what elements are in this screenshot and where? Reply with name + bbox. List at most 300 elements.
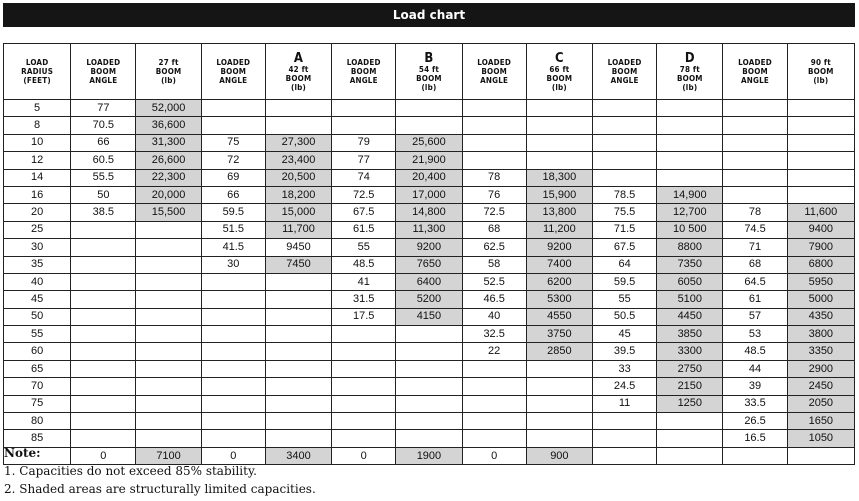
table-cell: 14,900: [657, 186, 723, 203]
table-cell: 32.5: [462, 326, 526, 343]
column-header-line: BOOM: [546, 73, 573, 83]
table-cell: [71, 239, 136, 256]
table-cell: [136, 378, 201, 395]
table-cell: 60: [4, 343, 71, 360]
table-cell: 9400: [787, 221, 854, 238]
table-cell: 65: [4, 360, 71, 377]
table-cell: 41.5: [201, 239, 265, 256]
table-cell: 1050: [787, 430, 854, 447]
table-cell: [265, 343, 331, 360]
table-cell: [332, 343, 396, 360]
table-cell: [201, 343, 265, 360]
table-cell: 6200: [526, 273, 592, 290]
table-row: [4, 186, 855, 203]
table-cell: [592, 152, 656, 169]
table-row: [4, 360, 855, 377]
table-cell: 55: [592, 291, 656, 308]
table-cell: [332, 326, 396, 343]
table-cell: [136, 413, 201, 430]
table-cell: 67.5: [592, 239, 656, 256]
column-header-line: BOOM: [807, 67, 834, 76]
column-header: [396, 44, 462, 100]
table-cell: [787, 134, 854, 151]
column-header-line: 78 ft: [679, 64, 700, 74]
column-header-line: (lb): [813, 76, 829, 85]
column-header-line: LOADED: [738, 58, 772, 67]
table-cell: 68: [462, 221, 526, 238]
table-cell: [462, 395, 526, 412]
table-cell: 6400: [396, 273, 462, 290]
table-cell: [526, 152, 592, 169]
column-header: [462, 44, 526, 100]
table-cell: [136, 360, 201, 377]
table-cell: 2050: [787, 395, 854, 412]
table-cell: [462, 360, 526, 377]
table-cell: [71, 378, 136, 395]
table-cell: 10: [4, 134, 71, 151]
table-cell: 14: [4, 169, 71, 186]
table-cell: 2900: [787, 360, 854, 377]
table-cell: [71, 413, 136, 430]
table-cell: 21,900: [396, 152, 462, 169]
table-cell: 15,500: [136, 204, 201, 221]
table-cell: 38.5: [71, 204, 136, 221]
table-cell: 77: [332, 152, 396, 169]
table-cell: [592, 134, 656, 151]
table-cell: [265, 378, 331, 395]
table-cell: 75.5: [592, 204, 656, 221]
table-cell: 3850: [657, 326, 723, 343]
table-cell: 45: [592, 326, 656, 343]
table-cell: 11,300: [396, 221, 462, 238]
table-cell: [136, 239, 201, 256]
table-cell: 78: [462, 169, 526, 186]
table-cell: 23,400: [265, 152, 331, 169]
column-header-line: BOOM: [285, 73, 312, 83]
table-row: [4, 395, 855, 412]
table-cell: [657, 117, 723, 134]
table-cell: 48.5: [723, 343, 787, 360]
table-cell: 17,000: [396, 186, 462, 203]
column-header-line: (lb): [682, 82, 698, 92]
table-cell: 5950: [787, 273, 854, 290]
table-cell: 61: [723, 291, 787, 308]
table-cell: 1250: [657, 395, 723, 412]
table-cell: [787, 447, 854, 464]
table-cell: 59.5: [201, 204, 265, 221]
table-cell: [136, 291, 201, 308]
table-cell: 30: [201, 256, 265, 273]
table-cell: 53: [723, 326, 787, 343]
table-cell: [723, 152, 787, 169]
table-cell: [723, 100, 787, 117]
table-cell: 15,000: [265, 204, 331, 221]
table-cell: 77: [71, 100, 136, 117]
table-cell: 13,800: [526, 204, 592, 221]
table-cell: 5200: [396, 291, 462, 308]
table-cell: [332, 100, 396, 117]
table-cell: 10 500: [657, 221, 723, 238]
table-cell: 12,700: [657, 204, 723, 221]
table-cell: [136, 308, 201, 325]
table-cell: [201, 378, 265, 395]
table-cell: [723, 186, 787, 203]
table-cell: 14,800: [396, 204, 462, 221]
table-cell: 7400: [526, 256, 592, 273]
table-cell: 3300: [657, 343, 723, 360]
table-row: [4, 134, 855, 151]
column-header-line: (lb): [551, 82, 567, 92]
note-item: 2. Shaded areas are structurally limited capacities.: [4, 482, 316, 496]
table-cell: 33: [592, 360, 656, 377]
table-cell: [265, 117, 331, 134]
table-cell: [526, 378, 592, 395]
table-cell: 31.5: [332, 291, 396, 308]
table-cell: 15,900: [526, 186, 592, 203]
table-cell: [332, 360, 396, 377]
table-cell: 60.5: [71, 152, 136, 169]
table-cell: [723, 169, 787, 186]
table-cell: 18,300: [526, 169, 592, 186]
table-cell: 25,600: [396, 134, 462, 151]
column-letter: A: [293, 50, 304, 66]
table-cell: 72.5: [462, 204, 526, 221]
table-cell: 17.5: [332, 308, 396, 325]
table-cell: 7650: [396, 256, 462, 273]
table-cell: [787, 169, 854, 186]
table-cell: [396, 413, 462, 430]
table-cell: 8: [4, 117, 71, 134]
table-cell: 6050: [657, 273, 723, 290]
table-cell: [462, 134, 526, 151]
table-cell: [332, 117, 396, 134]
table-cell: [136, 273, 201, 290]
table-cell: [462, 100, 526, 117]
table-row: [4, 152, 855, 169]
load-chart-table: [3, 43, 855, 465]
column-header: [201, 44, 265, 100]
column-letter: B: [424, 50, 434, 66]
column-header-line: BOOM: [155, 67, 182, 76]
table-cell: 74: [332, 169, 396, 186]
column-header-line: BOOM: [481, 67, 507, 76]
table-cell: [526, 117, 592, 134]
table-cell: [201, 273, 265, 290]
table-cell: 0: [71, 447, 136, 464]
column-header-line: LOADED: [477, 58, 512, 67]
table-cell: [265, 413, 331, 430]
table-cell: 69: [201, 169, 265, 186]
column-header-line: LOADED: [607, 58, 642, 67]
table-row: [4, 117, 855, 134]
table-cell: [396, 117, 462, 134]
table-cell: [462, 378, 526, 395]
column-header: [4, 44, 71, 100]
table-cell: 5: [4, 100, 71, 117]
table-cell: [71, 326, 136, 343]
table-row: [4, 239, 855, 256]
table-cell: 71: [723, 239, 787, 256]
table-cell: 64.5: [723, 273, 787, 290]
table-cell: [787, 100, 854, 117]
table-cell: [265, 273, 331, 290]
column-header-line: LOADED: [216, 58, 251, 67]
table-cell: 11,700: [265, 221, 331, 238]
column-header-line: 27 ft: [158, 58, 179, 67]
table-cell: 8800: [657, 239, 723, 256]
table-cell: [136, 326, 201, 343]
table-cell: [526, 100, 592, 117]
table-cell: [71, 256, 136, 273]
table-cell: 24.5: [592, 378, 656, 395]
table-cell: 40: [4, 273, 71, 290]
table-cell: 55: [332, 239, 396, 256]
column-header-line: LOAD: [25, 58, 49, 67]
table-cell: 2750: [657, 360, 723, 377]
table-cell: 2150: [657, 378, 723, 395]
table-cell: 68: [723, 256, 787, 273]
table-cell: 3750: [526, 326, 592, 343]
table-cell: 45: [4, 291, 71, 308]
table-cell: 67.5: [332, 204, 396, 221]
column-header-line: ANGLE: [610, 76, 639, 85]
table-cell: [136, 256, 201, 273]
table-cell: 2850: [526, 343, 592, 360]
table-cell: [723, 134, 787, 151]
note-item: 1. Capacities do not exceed 85% stability.: [4, 464, 257, 478]
table-cell: 70: [4, 378, 71, 395]
table-cell: [265, 308, 331, 325]
table-cell: 6800: [787, 256, 854, 273]
table-cell: [396, 100, 462, 117]
column-header-line: ANGLE: [219, 76, 248, 85]
table-cell: [201, 326, 265, 343]
table-cell: [462, 413, 526, 430]
table-cell: 31,300: [136, 134, 201, 151]
table-cell: 4450: [657, 308, 723, 325]
table-row: [4, 204, 855, 221]
table-cell: [71, 360, 136, 377]
table-cell: 11,600: [787, 204, 854, 221]
table-cell: [71, 291, 136, 308]
table-cell: 20,500: [265, 169, 331, 186]
column-header-line: BOOM: [90, 67, 117, 76]
column-header-line: LOADED: [346, 58, 381, 67]
table-cell: 59.5: [592, 273, 656, 290]
table-cell: 76: [462, 186, 526, 203]
column-header-line: BOOM: [220, 67, 247, 76]
table-cell: 9450: [265, 239, 331, 256]
table-cell: 40: [462, 308, 526, 325]
column-letter: D: [684, 50, 695, 66]
table-cell: 4350: [787, 308, 854, 325]
table-cell: 58: [462, 256, 526, 273]
table-cell: [396, 395, 462, 412]
table-cell: [201, 413, 265, 430]
table-cell: [462, 117, 526, 134]
table-cell: 20: [4, 204, 71, 221]
table-cell: [723, 117, 787, 134]
table-cell: [723, 447, 787, 464]
column-header-line: LOADED: [86, 58, 121, 67]
table-cell: [396, 326, 462, 343]
table-cell: 18,200: [265, 186, 331, 203]
table-cell: 72.5: [332, 186, 396, 203]
column-header-line: BOOM: [611, 67, 638, 76]
table-cell: 16.5: [723, 430, 787, 447]
table-cell: [526, 360, 592, 377]
table-cell: 50: [4, 308, 71, 325]
table-cell: 85: [4, 430, 71, 447]
column-header: [265, 44, 331, 100]
table-cell: 35: [4, 256, 71, 273]
table-cell: [265, 291, 331, 308]
table-cell: 66: [201, 186, 265, 203]
column-header-line: BOOM: [676, 73, 703, 83]
table-cell: [201, 360, 265, 377]
table-cell: 16: [4, 186, 71, 203]
table-cell: [265, 100, 331, 117]
table-row: [4, 343, 855, 360]
table-cell: [71, 395, 136, 412]
table-cell: 52.5: [462, 273, 526, 290]
table-cell: [657, 152, 723, 169]
table-row: [4, 256, 855, 273]
table-cell: [592, 117, 656, 134]
table-cell: 22,300: [136, 169, 201, 186]
column-header: [657, 44, 723, 100]
table-cell: [657, 413, 723, 430]
table-header: [4, 44, 855, 100]
table-cell: 39: [723, 378, 787, 395]
table-row: [4, 291, 855, 308]
table-cell: 3800: [787, 326, 854, 343]
table-cell: 3400: [265, 447, 331, 464]
table-cell: 51.5: [201, 221, 265, 238]
table-cell: 70.5: [71, 117, 136, 134]
table-cell: 11: [592, 395, 656, 412]
table-row: [4, 378, 855, 395]
table-body: [4, 100, 855, 465]
table-cell: 5300: [526, 291, 592, 308]
table-cell: [787, 186, 854, 203]
table-row: [4, 169, 855, 186]
table-row: [4, 100, 855, 117]
table-cell: 0: [462, 447, 526, 464]
table-cell: [787, 152, 854, 169]
table-cell: 26,600: [136, 152, 201, 169]
table-cell: [265, 360, 331, 377]
table-cell: 30: [4, 239, 71, 256]
table-cell: [136, 343, 201, 360]
table-cell: 74.5: [723, 221, 787, 238]
table-cell: [526, 395, 592, 412]
column-header-line: (lb): [161, 76, 177, 85]
table-cell: 33.5: [723, 395, 787, 412]
table-cell: 4550: [526, 308, 592, 325]
column-header-line: ANGLE: [480, 76, 509, 85]
table-cell: [201, 291, 265, 308]
table-cell: 48.5: [332, 256, 396, 273]
table-cell: 72: [201, 152, 265, 169]
table-cell: 64: [592, 256, 656, 273]
table-cell: 5100: [657, 291, 723, 308]
table-cell: [592, 169, 656, 186]
table-cell: [332, 378, 396, 395]
column-header: [71, 44, 136, 100]
table-cell: 11,200: [526, 221, 592, 238]
column-header: [592, 44, 656, 100]
table-cell: [657, 134, 723, 151]
notes-section: [4, 444, 704, 498]
table-cell: [201, 395, 265, 412]
column-header-line: BOOM: [350, 67, 377, 76]
table-cell: 9200: [396, 239, 462, 256]
column-header-line: RADIUS: [21, 67, 54, 76]
table-cell: [592, 100, 656, 117]
column-header-line: BOOM: [742, 67, 768, 76]
table-cell: 36,600: [136, 117, 201, 134]
table-cell: [787, 117, 854, 134]
table-cell: 2450: [787, 378, 854, 395]
table-cell: 27,300: [265, 134, 331, 151]
table-cell: [201, 117, 265, 134]
table-cell: [136, 221, 201, 238]
table-row: [4, 413, 855, 430]
column-header-line: 90 ft: [810, 58, 831, 67]
column-header-line: (lb): [421, 82, 437, 92]
table-cell: 79: [332, 134, 396, 151]
table-cell: 66: [71, 134, 136, 151]
table-cell: 3350: [787, 343, 854, 360]
column-header-line: 54 ft: [418, 64, 439, 74]
table-cell: 5000: [787, 291, 854, 308]
table-cell: [71, 308, 136, 325]
table-cell: 55: [4, 326, 71, 343]
table-cell: [526, 134, 592, 151]
column-header: [332, 44, 396, 100]
table-cell: [71, 343, 136, 360]
table-cell: 46.5: [462, 291, 526, 308]
table-cell: 4150: [396, 308, 462, 325]
table-cell: [71, 221, 136, 238]
table-cell: [396, 378, 462, 395]
table-cell: [396, 360, 462, 377]
table-cell: 0: [201, 447, 265, 464]
table-cell: [201, 308, 265, 325]
notes-heading: Note:: [4, 446, 41, 460]
table-cell: 25: [4, 221, 71, 238]
column-header: [136, 44, 201, 100]
table-cell: 78.5: [592, 186, 656, 203]
table-cell: 50: [71, 186, 136, 203]
table-cell: 7900: [787, 239, 854, 256]
table-cell: [71, 273, 136, 290]
table-cell: 61.5: [332, 221, 396, 238]
table-cell: 50.5: [592, 308, 656, 325]
table-cell: 62.5: [462, 239, 526, 256]
table-cell: [332, 395, 396, 412]
table-cell: 1650: [787, 413, 854, 430]
column-header-line: 66 ft: [549, 64, 570, 74]
table-cell: 75: [4, 395, 71, 412]
column-header: [787, 44, 854, 100]
table-cell: 9200: [526, 239, 592, 256]
column-header-line: (FEET): [23, 76, 51, 85]
table-row: [4, 308, 855, 325]
table-cell: [462, 152, 526, 169]
table-cell: [657, 100, 723, 117]
